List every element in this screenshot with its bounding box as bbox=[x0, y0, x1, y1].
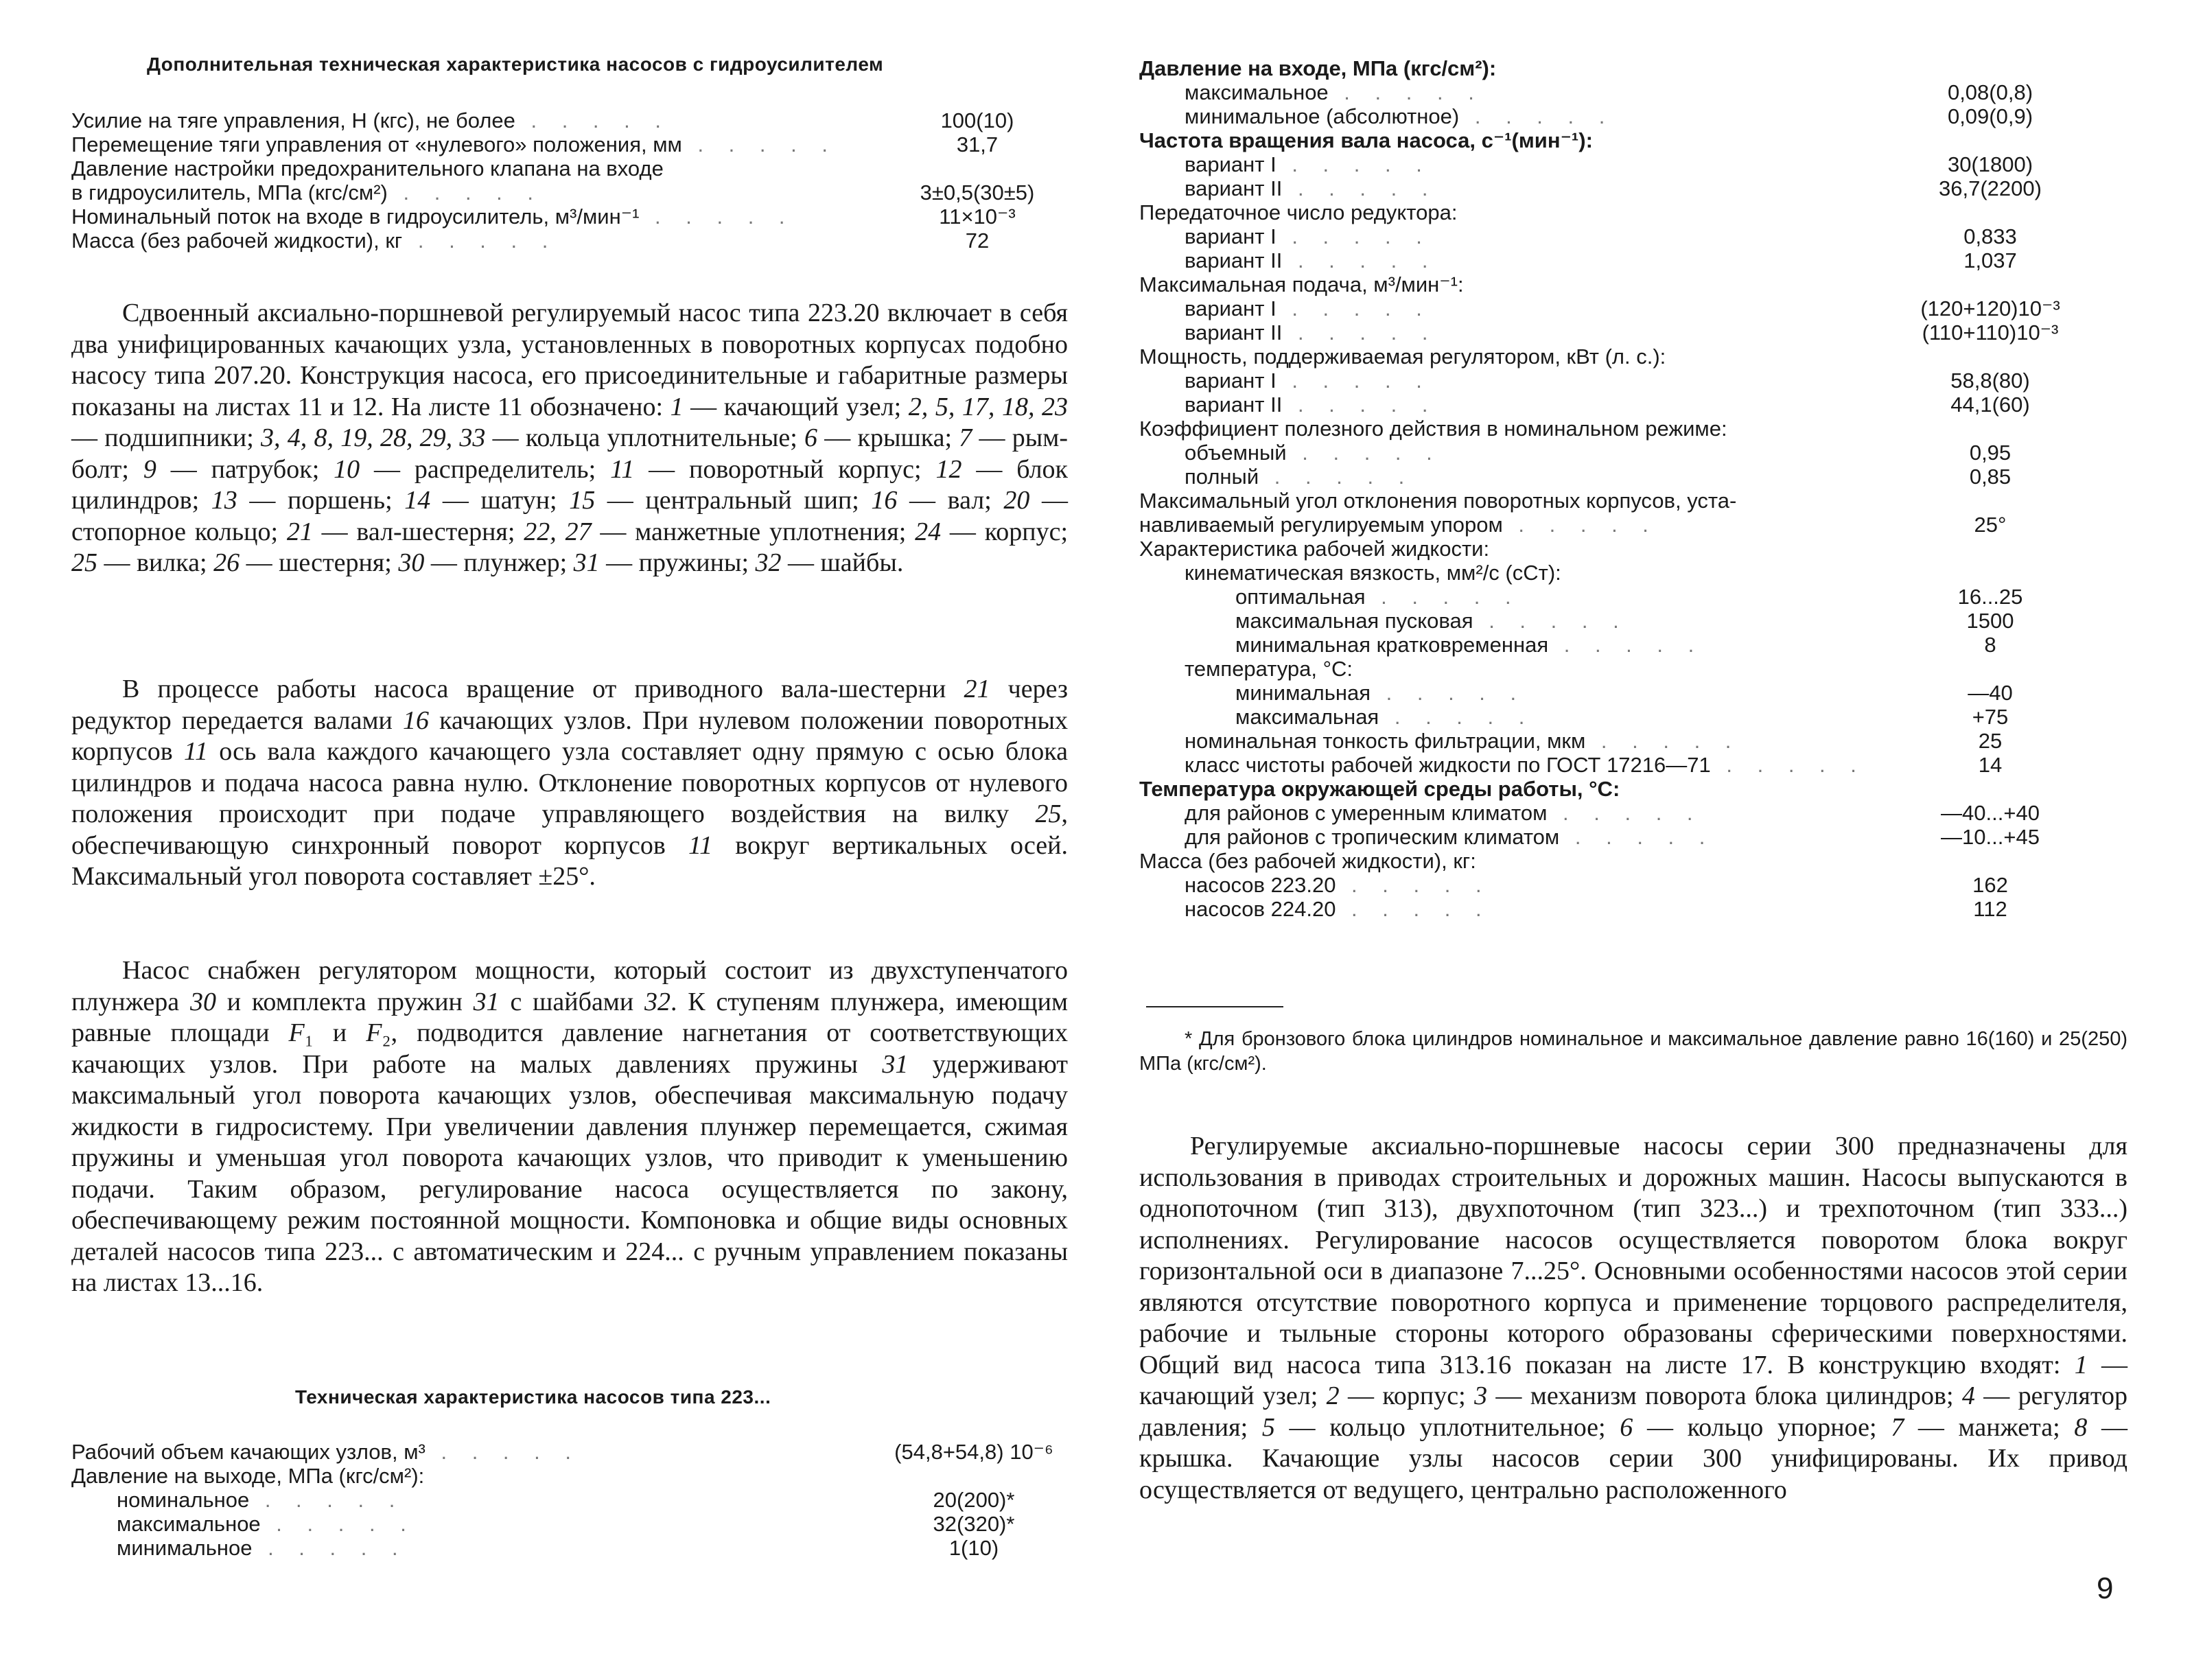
spec-label: Давление на входе, МПа (кгс/см²): bbox=[1139, 56, 1497, 80]
spec-value: (54,8+54,8) 10⁻⁶ bbox=[894, 1440, 1053, 1464]
spec-label: навливаемый регулируемым упором . . . . . bbox=[1139, 513, 1658, 537]
spec-label: вариант I . . . . . bbox=[1185, 296, 1432, 320]
spec-row bbox=[1139, 104, 2127, 128]
spec-label: Перемещение тяги управления от «нулевого» положения, мм . . . . . bbox=[71, 132, 837, 156]
spec-row bbox=[1139, 200, 2127, 224]
spec-row bbox=[1139, 393, 2127, 417]
leader-dots: . . . . . bbox=[425, 1440, 581, 1464]
legend-item: 15 — центральный шип; bbox=[569, 486, 872, 515]
table1 bbox=[71, 108, 1068, 253]
legend-item: 31 — пружины; bbox=[573, 548, 756, 577]
leader-dots: . . . . . bbox=[1336, 873, 1491, 897]
legend-item: 2, 5, 17, 18, 23 — подшипники; bbox=[71, 392, 1069, 452]
spec-row bbox=[1139, 609, 2127, 633]
footnote: * Для бронзового блока цилиндров номинальное и максимальное давление равно 16(160) и 25(250) МПа (кгс/см²). bbox=[1139, 1028, 2127, 1075]
spec-label: Давление настройки предохранительного клапана на входе bbox=[71, 156, 664, 180]
spec-row bbox=[1139, 897, 2127, 921]
spec-value: —40...+40 bbox=[1941, 801, 2040, 825]
spec-value: 0,85 bbox=[1969, 465, 2012, 489]
leader-dots: . . . . . bbox=[1282, 248, 1438, 272]
leader-dots: . . . . . bbox=[1710, 753, 1866, 777]
spec-label: класс чистоты рабочей жидкости по ГОСТ 17216—71 . . . . . bbox=[1185, 753, 1866, 777]
spec-row bbox=[71, 1488, 1068, 1512]
leader-dots: . . . . . bbox=[1371, 681, 1526, 705]
para-operation: В процессе работы насоса вращение от приводного вала-шестерни 21 через редуктор передается валами 16 качающих узлов. При нулевом положении поворотных корпусов 11 ось вала каждого качающего узла составляет одну прямую с осью блока цилиндров и подача насоса равна нулю. Отклонение поворотных корпусов от нулевого положения происходит при подаче управляющего воздействия на вилку 25, обеспечивающую синхронный поворот корпусов 11 вокруг вертикальных осей. Максимальный угол поворота составляет ±25°. bbox=[71, 675, 1068, 891]
legend-item: 4 — регулятор давления; bbox=[1139, 1381, 2127, 1442]
leader-dots: . . . . . bbox=[1276, 369, 1432, 393]
spec-label: вариант I . . . . . bbox=[1185, 369, 1432, 393]
leader-dots: . . . . . bbox=[1282, 393, 1438, 417]
spec-label: Коэффициент полезного действия в номинальном режиме: bbox=[1139, 417, 1727, 441]
legend-item: 30 — плунжер; bbox=[398, 548, 574, 577]
spec-row bbox=[1139, 777, 2127, 801]
spec-value: 58,8(80) bbox=[1950, 369, 2030, 393]
spec-label: Номинальный поток на входе в гидроусилитель, м³/мин⁻¹ . . . . . bbox=[71, 205, 795, 229]
para-dual-pump-text: Сдвоенный аксиально-поршневой регулируемый насос типа 223.20 включает в себя два унифицированных качающих узла, установленных в поворотных корпусах подобно насосу типа 207.20. Конструкция насоса, его присоединительные и габаритные размеры показаны на листах 11 и 12. На листе 11 обозначено: bbox=[71, 299, 1068, 421]
spec-row bbox=[1139, 753, 2127, 777]
leader-dots: . . . . . bbox=[1548, 633, 1704, 657]
spec-row bbox=[1139, 489, 2127, 513]
spec-label: температура, °С: bbox=[1185, 657, 1353, 681]
spec-row bbox=[1139, 585, 2127, 609]
spec-label: Частота вращения вала насоса, с⁻¹(мин⁻¹): bbox=[1139, 128, 1593, 152]
spec-row bbox=[1139, 537, 2127, 561]
spec-value: 1(10) bbox=[948, 1536, 999, 1560]
spec-label: максимальная пусковая . . . . . bbox=[1235, 609, 1629, 633]
spec-label: в гидроусилитель, МПа (кгс/см²) . . . . . bbox=[71, 180, 544, 205]
legend-item: 7 — рым-болт; bbox=[71, 423, 1068, 484]
spec-value: 44,1(60) bbox=[1950, 393, 2030, 417]
legend-item: 12 — блок цилиндров; bbox=[71, 454, 1069, 515]
legend-item: 25 — вилка; bbox=[71, 548, 214, 577]
spec-value: 1,037 bbox=[1963, 248, 2017, 272]
spec-value: 0,833 bbox=[1963, 224, 2017, 248]
spec-row bbox=[71, 180, 1068, 205]
spec-value: 30(1800) bbox=[1947, 152, 2033, 176]
spec-label: кинематическая вязкость, мм²/с (сСт): bbox=[1185, 561, 1561, 585]
legend-item: 8 — крышка. bbox=[1139, 1412, 2127, 1473]
spec-value: 36,7(2200) bbox=[1939, 176, 2042, 200]
legend-item: 26 — шестерня; bbox=[213, 548, 399, 577]
spec-label: объемный . . . . . bbox=[1185, 441, 1442, 465]
spec-row bbox=[1139, 320, 2127, 345]
legend-item: 14 — шатун; bbox=[404, 486, 570, 515]
spec-value: 16...25 bbox=[1957, 585, 2023, 609]
legend-item: 5 — кольцо уплотнительное; bbox=[1261, 1412, 1620, 1442]
spec-row bbox=[71, 108, 1068, 132]
spec-row bbox=[1139, 248, 2127, 272]
para-regulator: Насос снабжен регулятором мощности, который состоит из двухступенчатого плунжера 30 и комплекта пружин 31 с шайбами 32. К ступеням плунжера, имеющим равные площади F₁ и F₂, подводится давление нагнетания от соответствующих качающих узлов. При работе на малых давлениях пружины 31 удерживают максимальный угол поворота качающих узлов, обеспечивая максимальную подачу жидкости в гидросистему. При увеличении давления плунжер перемещается, сжимая пружины и уменьшая угол поворота качающих узлов, что приводит к уменьшению подачи. Таким образом, регулирование насоса осуществляется по закону, обеспечивающему режим постоянной мощности. Компоновка и общие виды основных деталей насосов типа 223... с автоматическим и 224... с ручным управлением показаны на листах 13...16. bbox=[71, 956, 1068, 1297]
spec-row bbox=[71, 1440, 1068, 1464]
leader-dots: . . . . . bbox=[387, 180, 544, 205]
leader-dots: . . . . . bbox=[1473, 609, 1629, 633]
spec-label: Максимальная подача, м³/мин⁻¹: bbox=[1139, 272, 1464, 296]
leader-dots: . . . . . bbox=[1459, 104, 1615, 128]
spec-label: Усилие на тяге управления, Н (кгс), не более . . . . . bbox=[71, 108, 671, 132]
spec-row bbox=[71, 1536, 1068, 1560]
spec-value: 14 bbox=[1978, 753, 2003, 777]
legend-item: 21 — вал-шестерня; bbox=[286, 517, 524, 546]
spec-label: вариант II . . . . . bbox=[1185, 320, 1438, 345]
leader-dots: . . . . . bbox=[1276, 296, 1432, 320]
spec-label: Мощность, поддерживаемая регулятором, кВт (л. с.): bbox=[1139, 345, 1666, 369]
legend-item: 32 — шайбы. bbox=[755, 548, 904, 577]
leader-dots: . . . . . bbox=[1286, 441, 1442, 465]
spec-label: вариант II . . . . . bbox=[1185, 393, 1438, 417]
spec-row bbox=[71, 1464, 1068, 1488]
legend-item: 6 — кольцо упорное; bbox=[1620, 1412, 1891, 1442]
spec-row bbox=[1139, 825, 2127, 849]
spec-label: вариант II . . . . . bbox=[1185, 248, 1438, 272]
spec-row bbox=[1139, 801, 2127, 825]
spec-row bbox=[1139, 465, 2127, 489]
spec-label: максимальное . . . . . bbox=[117, 1512, 416, 1536]
spec-row bbox=[1139, 873, 2127, 897]
table2-title: Техническая характеристика насосов типа 223... bbox=[295, 1386, 771, 1408]
spec-label: номинальное . . . . . bbox=[117, 1488, 405, 1512]
spec-label: максимальное . . . . . bbox=[1185, 80, 1484, 104]
leader-dots: . . . . . bbox=[639, 205, 795, 229]
spec-row bbox=[1139, 513, 2127, 537]
spec-row bbox=[1139, 296, 2127, 320]
spec-label: минимальное . . . . . bbox=[117, 1536, 408, 1560]
left-page-column bbox=[71, 0, 1068, 1680]
spec-row bbox=[1139, 441, 2127, 465]
spec-row bbox=[1139, 152, 2127, 176]
spec-label: минимальная кратковременная . . . . . bbox=[1235, 633, 1704, 657]
leader-dots: . . . . . bbox=[1328, 80, 1484, 104]
legend-item: 2 — корпус; bbox=[1326, 1381, 1475, 1410]
legend-item: 9 — патрубок; bbox=[143, 454, 334, 484]
spec-value: 0,08(0,8) bbox=[1947, 80, 2033, 104]
spec-value: 162 bbox=[1972, 873, 2008, 897]
legend-item: 11 — поворотный корпус; bbox=[610, 454, 936, 484]
spec-value: 11×10⁻³ bbox=[939, 205, 1016, 229]
legend-item: 22, 27 — манжетные уплотнения; bbox=[524, 517, 916, 546]
spec-label: полный . . . . . bbox=[1185, 465, 1414, 489]
spec-value: (120+120)10⁻³ bbox=[1920, 296, 2060, 320]
spec-row bbox=[1139, 80, 2127, 104]
legend-item: 7 — манжета; bbox=[1891, 1412, 2075, 1442]
spec-value: 1500 bbox=[1966, 609, 2014, 633]
legend-item: 20 — стопорное кольцо; bbox=[71, 486, 1069, 546]
spec-value: 31,7 bbox=[956, 132, 999, 156]
spec-value: —40 bbox=[1968, 681, 2013, 705]
para-series-300 bbox=[1139, 1131, 2127, 1506]
spec-label: вариант II . . . . . bbox=[1185, 176, 1438, 200]
spec-value: 100(10) bbox=[940, 108, 1014, 132]
leader-dots: . . . . . bbox=[402, 229, 558, 253]
leader-dots: . . . . . bbox=[249, 1488, 405, 1512]
legend-item: 3 — механизм поворота блока цилиндров; bbox=[1474, 1381, 1962, 1410]
leader-dots: . . . . . bbox=[252, 1536, 408, 1560]
spec-label: для районов с умеренным климатом . . . . . bbox=[1185, 801, 1703, 825]
spec-label: насосов 223.20 . . . . . bbox=[1185, 873, 1491, 897]
leader-dots: . . . . . bbox=[1547, 801, 1703, 825]
spec-label: Масса (без рабочей жидкости), кг . . . . . bbox=[71, 229, 558, 253]
spec-row bbox=[1139, 561, 2127, 585]
spec-label: Масса (без рабочей жидкости), кг: bbox=[1139, 849, 1476, 873]
leader-dots: . . . . . bbox=[1282, 320, 1438, 345]
page-number: 9 bbox=[2097, 1572, 2114, 1605]
leader-dots: . . . . . bbox=[1259, 465, 1414, 489]
spec-row bbox=[1139, 417, 2127, 441]
spec-value: 0,09(0,9) bbox=[1947, 104, 2033, 128]
spec-row bbox=[71, 1512, 1068, 1536]
leader-dots: . . . . . bbox=[1585, 729, 1741, 753]
spec-label: минимальное (абсолютное) . . . . . bbox=[1185, 104, 1615, 128]
spec-row bbox=[1139, 128, 2127, 152]
legend-item: 16 — вал; bbox=[871, 486, 1004, 515]
spec-label: Передаточное число редуктора: bbox=[1139, 200, 1458, 224]
spec-row bbox=[71, 229, 1068, 253]
spec-row bbox=[1139, 729, 2127, 753]
para-series-300-tail: Качающие узлы насосов серии 300 унифицированы. Их привод осуществляется от ведущего, центрально расположенного bbox=[1139, 1444, 2127, 1504]
spec-label: Максимальный угол отклонения поворотных корпусов, уста- bbox=[1139, 489, 1737, 513]
spec-label: минимальная . . . . . bbox=[1235, 681, 1526, 705]
spec-row bbox=[1139, 272, 2127, 296]
spec-value: 25 bbox=[1978, 729, 2003, 753]
para-series-300-text: Регулируемые аксиально-поршневые насосы серии 300 предназначены для использования в приводах строительных и дорожных машин. Насосы выпускаются в однопоточном (тип 313), двухпоточном (тип 323...) и трехпоточном (тип 333...) исполнениях. Регулирование насосов осуществляется поворотом блока вокруг горизонтальной оси в диапазоне 7...25°. Основными особенностями насосов этой серии являются отсутствие поворотного корпуса и применение торцового распределителя, рабочие и тыльные стороны которого образованы сферическими поверхностями. Общий вид насоса типа 313.16 показан на листе 17. В конструкцию входят: bbox=[1139, 1132, 2127, 1379]
leader-dots: . . . . . bbox=[1379, 705, 1535, 729]
spec-row bbox=[1139, 681, 2127, 705]
legend-item: 24 — корпус; bbox=[915, 517, 1069, 546]
spec-label: Характеристика рабочей жидкости: bbox=[1139, 537, 1490, 561]
spec-value: 8 bbox=[1984, 633, 1996, 657]
leader-dots: . . . . . bbox=[1276, 152, 1432, 176]
spec-row bbox=[1139, 176, 2127, 200]
leader-dots: . . . . . bbox=[1336, 897, 1491, 921]
spec-value: 20(200)* bbox=[933, 1488, 1015, 1512]
spec-value: 32(320)* bbox=[933, 1512, 1015, 1536]
spec-row bbox=[1139, 56, 2127, 80]
legend-item: 10 — распределитель; bbox=[334, 454, 611, 484]
spec-value: 112 bbox=[1973, 897, 2007, 921]
spec-row bbox=[71, 156, 1068, 180]
legend-item: 1 — качающий узел; bbox=[1139, 1350, 2127, 1410]
spec-value: 72 bbox=[965, 229, 990, 253]
spec-label: насосов 224.20 . . . . . bbox=[1185, 897, 1491, 921]
footnote-divider bbox=[1146, 1006, 1283, 1007]
para-dual-pump bbox=[71, 298, 1068, 579]
leader-dots: . . . . . bbox=[260, 1512, 416, 1536]
leader-dots: . . . . . bbox=[515, 108, 671, 132]
spec-label: Давление на выходе, МПа (кгс/см²): bbox=[71, 1464, 425, 1488]
table2 bbox=[71, 1440, 1068, 1560]
spec-value: 3±0,5(30±5) bbox=[920, 180, 1035, 205]
spec-label: номинальная тонкость фильтрации, мкм . . . . . bbox=[1185, 729, 1741, 753]
spec-row bbox=[71, 205, 1068, 229]
spec-label: вариант I . . . . . bbox=[1185, 224, 1432, 248]
legend-item: 3, 4, 8, 19, 28, 29, 33 — кольца уплотнительные; bbox=[261, 423, 805, 452]
right-page-column bbox=[1139, 0, 2127, 1680]
spec-label: вариант I . . . . . bbox=[1185, 152, 1432, 176]
leader-dots: . . . . . bbox=[1365, 585, 1521, 609]
spec-value: (110+110)10⁻³ bbox=[1922, 320, 2059, 345]
spec-value: 0,95 bbox=[1969, 441, 2012, 465]
legend-item: 13 — поршень; bbox=[211, 486, 405, 515]
spec-label: Рабочий объем качающих узлов, м³ . . . . . bbox=[71, 1440, 581, 1464]
spec-row bbox=[1139, 345, 2127, 369]
spec-label: оптимальная . . . . . bbox=[1235, 585, 1521, 609]
spec-value: —10...+45 bbox=[1941, 825, 2040, 849]
leader-dots: . . . . . bbox=[1282, 176, 1438, 200]
spec-row bbox=[1139, 224, 2127, 248]
spec-label: Температура окружающей среды работы, °С: bbox=[1139, 777, 1620, 801]
spec-label: максимальная . . . . . bbox=[1235, 705, 1535, 729]
leader-dots: . . . . . bbox=[1559, 825, 1715, 849]
table1-title: Дополнительная техническая характеристика насосов с гидроусилителем bbox=[147, 54, 884, 75]
spec-value: 25° bbox=[1974, 513, 2007, 537]
spec-table bbox=[1139, 56, 2127, 921]
leader-dots: . . . . . bbox=[1276, 224, 1432, 248]
spec-row bbox=[71, 132, 1068, 156]
leader-dots: . . . . . bbox=[1502, 513, 1658, 537]
legend-item: 6 — крышка; bbox=[804, 423, 959, 452]
spec-row bbox=[1139, 369, 2127, 393]
legend-item: 1 — качающий узел; bbox=[670, 392, 909, 421]
spec-row bbox=[1139, 657, 2127, 681]
spec-value: +75 bbox=[1972, 705, 2009, 729]
leader-dots: . . . . . bbox=[681, 132, 837, 156]
spec-row bbox=[1139, 705, 2127, 729]
spec-label: для районов с тропическим климатом . . . . . bbox=[1185, 825, 1715, 849]
spec-row bbox=[1139, 849, 2127, 873]
spec-row bbox=[1139, 633, 2127, 657]
